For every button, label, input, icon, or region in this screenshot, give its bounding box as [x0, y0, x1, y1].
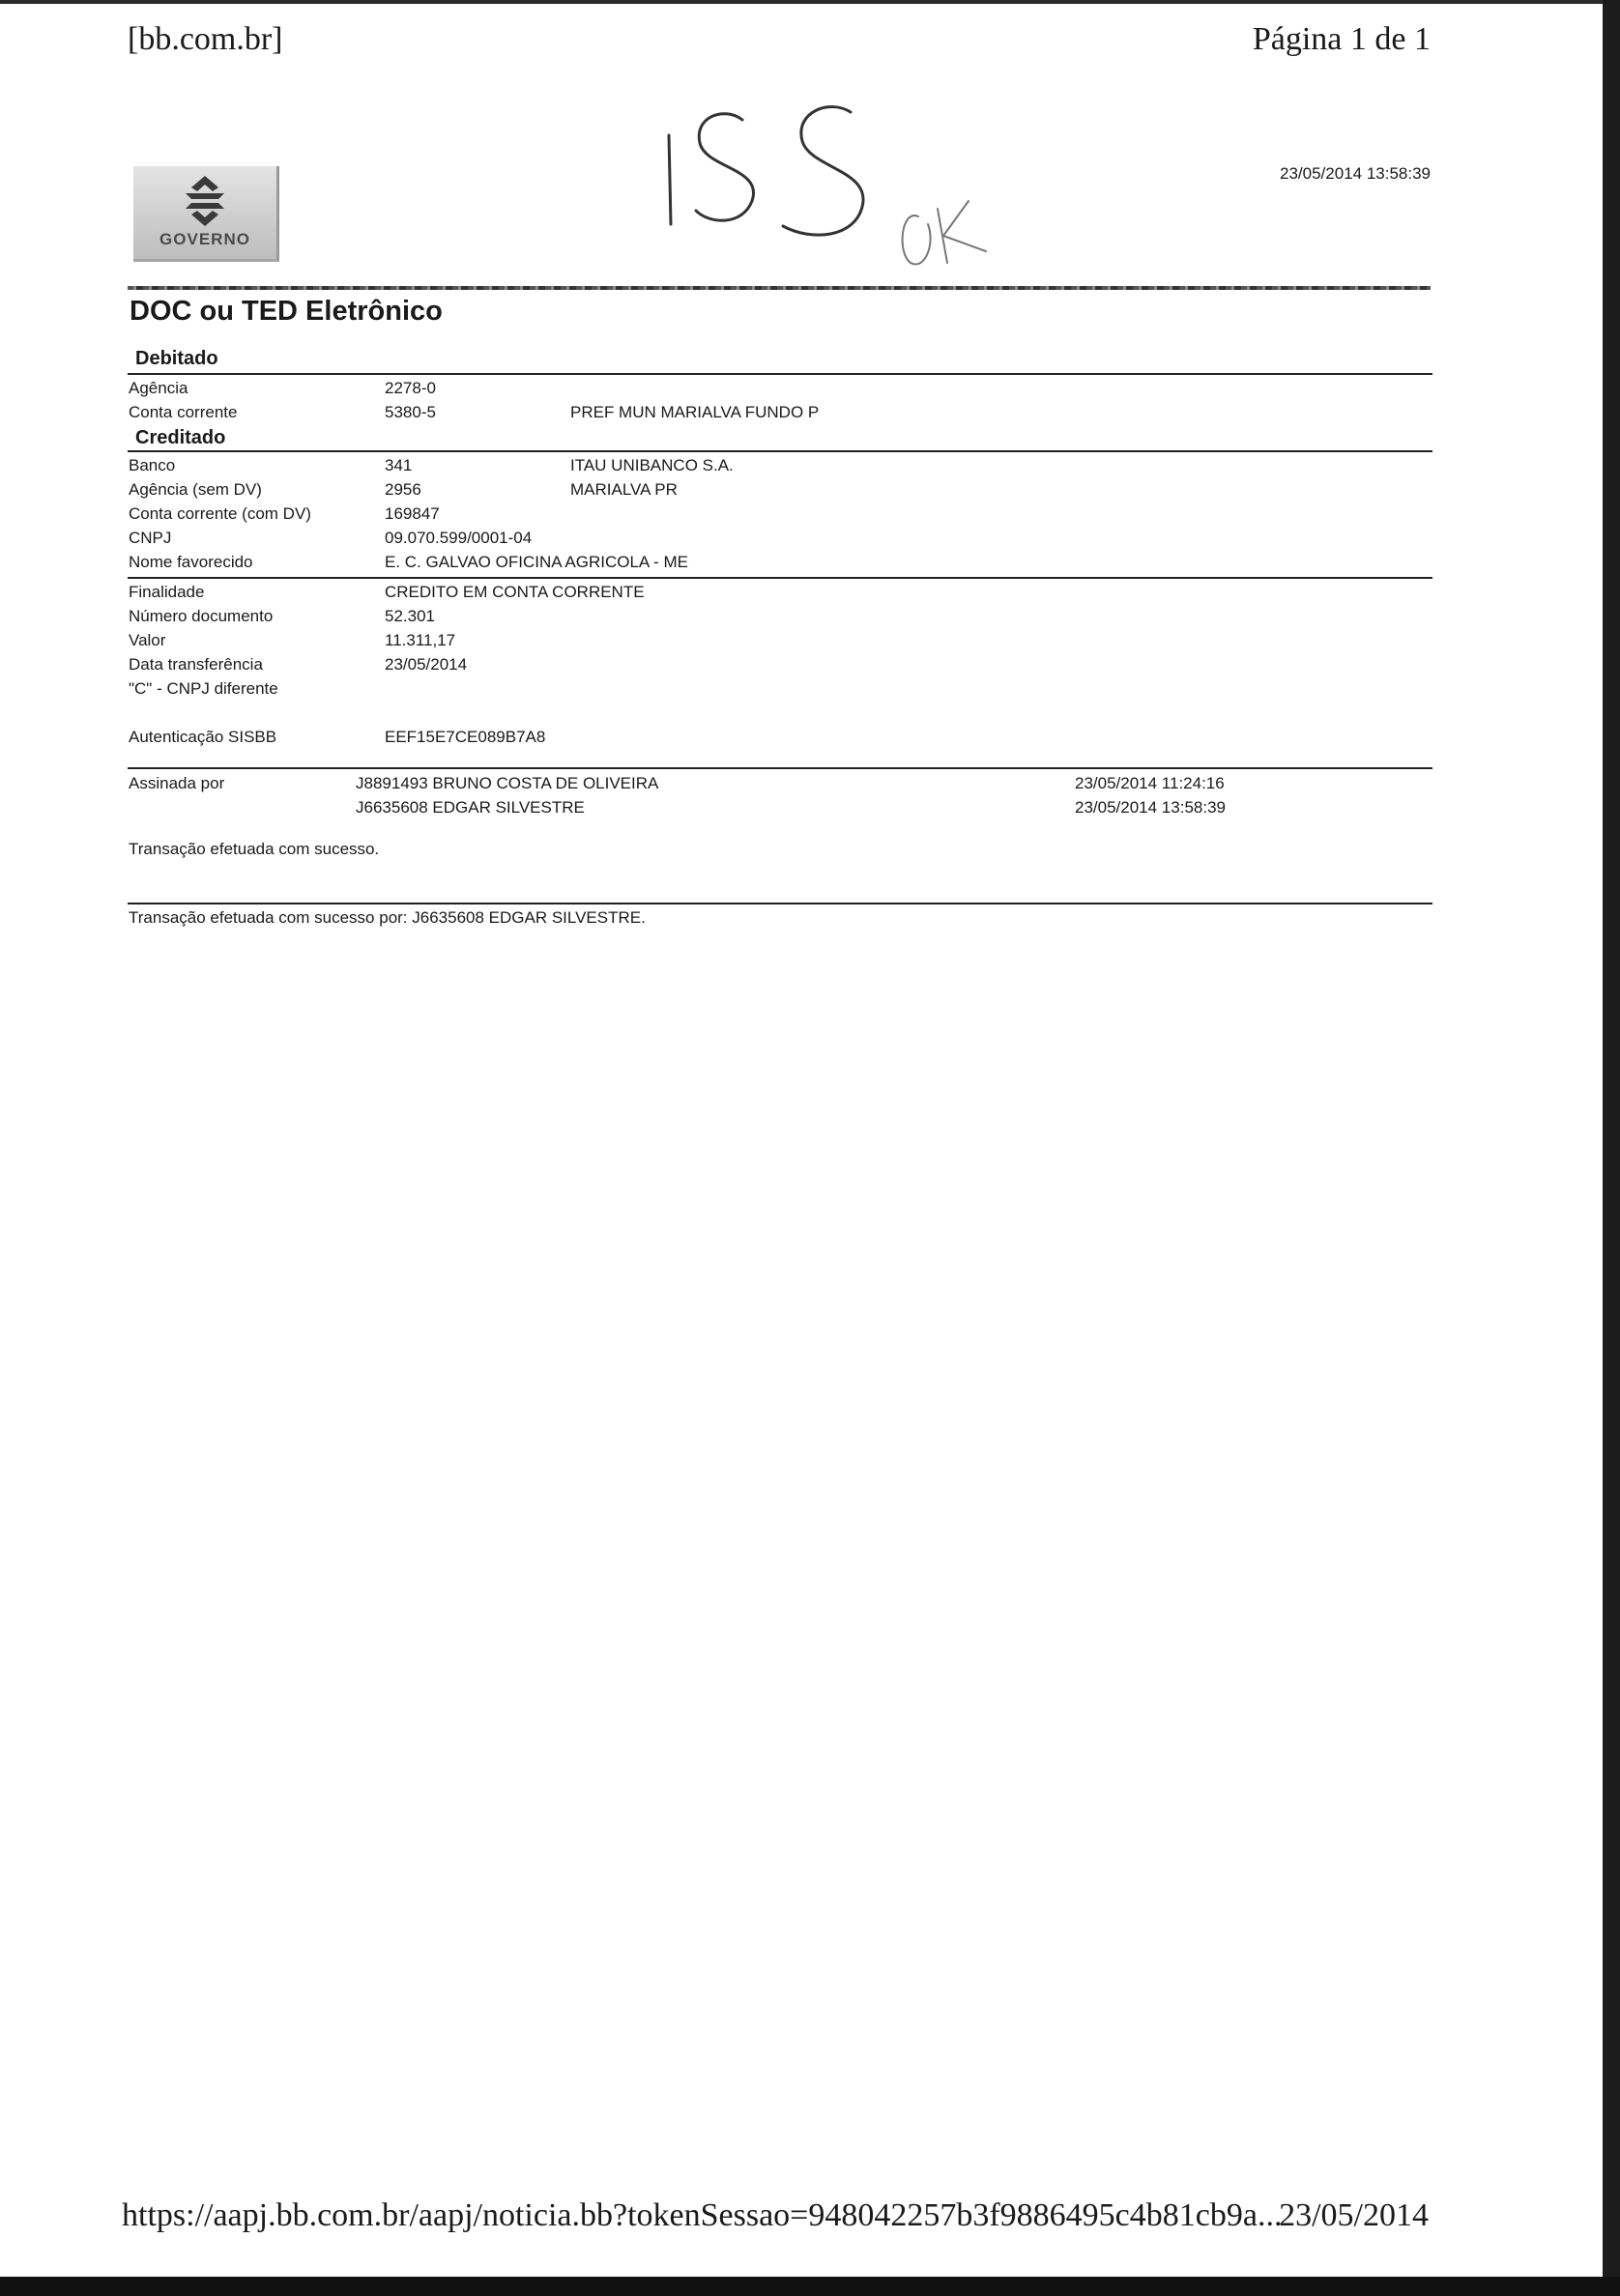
- label: Assinada por: [129, 774, 225, 792]
- section-debitado-title: Debitado: [135, 348, 218, 369]
- value: 341: [385, 456, 413, 474]
- label: Conta corrente: [129, 403, 238, 421]
- value: 23/05/2014: [385, 655, 468, 674]
- row-debitado-conta: [0, 403, 1620, 426]
- row-creditado-cnpj: [0, 529, 1620, 552]
- footer-date: 23/05/2014: [1279, 2197, 1429, 2233]
- signer: J6635608 EDGAR SILVESTRE: [356, 798, 585, 817]
- value: CREDITO EM CONTA CORRENTE: [385, 583, 645, 601]
- scan-edge-bottom: [0, 2277, 1620, 2296]
- value: 169847: [385, 504, 440, 523]
- section-divider: [128, 577, 1432, 579]
- row-autenticacao: [0, 728, 1620, 751]
- label: Agência (sem DV): [129, 480, 262, 499]
- section-creditado-title: Creditado: [135, 427, 226, 448]
- scan-edge-top: [0, 0, 1620, 4]
- label: CNPJ: [129, 529, 172, 547]
- header-site: [bb.com.br]: [128, 21, 283, 57]
- logo-word: GOVERNO: [159, 230, 250, 248]
- label: Nome favorecido: [129, 553, 253, 571]
- value: 2278-0: [385, 379, 436, 397]
- section-divider: [128, 450, 1432, 452]
- label: Conta corrente (com DV): [129, 504, 311, 523]
- agency-city: MARIALVA PR: [570, 480, 678, 499]
- label: Banco: [129, 456, 176, 474]
- label: Número documento: [129, 607, 274, 625]
- label: Finalidade: [129, 583, 205, 601]
- value: 2956: [385, 480, 421, 499]
- row-creditado-conta: [0, 504, 1620, 528]
- label: Agência: [129, 379, 188, 397]
- scan-edge-right: [1603, 0, 1620, 2296]
- section-divider: [128, 373, 1432, 375]
- bb-logo-icon: [176, 174, 234, 228]
- success-message: Transação efetuada com sucesso.: [129, 840, 380, 858]
- page-title: DOC ou TED Eletrônico: [130, 296, 443, 327]
- header-page-number: Página 1 de 1: [1252, 21, 1431, 57]
- signed-at: 23/05/2014 13:58:39: [1075, 798, 1226, 817]
- footer-url: https://aapj.bb.com.br/aapj/noticia.bb?tokenSessao=948042257b3f9886495c4b81cb9a...: [122, 2197, 1283, 2233]
- value: E. C. GALVAO OFICINA AGRICOLA - ME: [385, 553, 688, 571]
- row-creditado-favorecido: [0, 553, 1620, 576]
- account-holder: PREF MUN MARIALVA FUNDO P: [570, 403, 820, 421]
- title-divider: [128, 286, 1431, 290]
- row-finalidade: [0, 583, 1620, 606]
- value: 09.070.599/0001-04: [385, 529, 533, 547]
- handwritten-annotation: [657, 100, 1044, 279]
- value: EEF15E7CE089B7A8: [385, 728, 546, 746]
- signature-row: [0, 798, 1620, 821]
- value: 11.311,17: [385, 631, 456, 649]
- row-numero-documento: [0, 607, 1620, 630]
- row-cnpj-diferente: [0, 679, 1620, 703]
- row-debitado-agencia: [0, 379, 1620, 402]
- value: 5380-5: [385, 403, 436, 421]
- success-by-message: Transação efetuada com sucesso por: J6635608 EDGAR SILVESTRE.: [129, 908, 646, 927]
- signed-at: 23/05/2014 11:24:16: [1075, 774, 1225, 792]
- row-creditado-agencia: [0, 480, 1620, 503]
- label: Data transferência: [129, 655, 263, 674]
- label: Valor: [129, 631, 166, 649]
- section-divider: [128, 903, 1432, 904]
- handwriting-iss-ok-icon: [657, 100, 1044, 274]
- cnpj-note: "C" - CNPJ diferente: [129, 679, 278, 698]
- label: Autenticação SISBB: [129, 728, 277, 746]
- section-divider: [128, 767, 1432, 769]
- bank-name: ITAU UNIBANCO S.A.: [570, 456, 734, 474]
- bb-governo-logo: [133, 166, 279, 262]
- print-timestamp: 23/05/2014 13:58:39: [1280, 164, 1431, 183]
- row-data-transferencia: [0, 655, 1620, 678]
- row-valor: [0, 631, 1620, 654]
- signature-row: [0, 774, 1620, 797]
- value: 52.301: [385, 607, 435, 625]
- row-creditado-banco: [0, 456, 1620, 479]
- signer: J8891493 BRUNO COSTA DE OLIVEIRA: [356, 774, 659, 792]
